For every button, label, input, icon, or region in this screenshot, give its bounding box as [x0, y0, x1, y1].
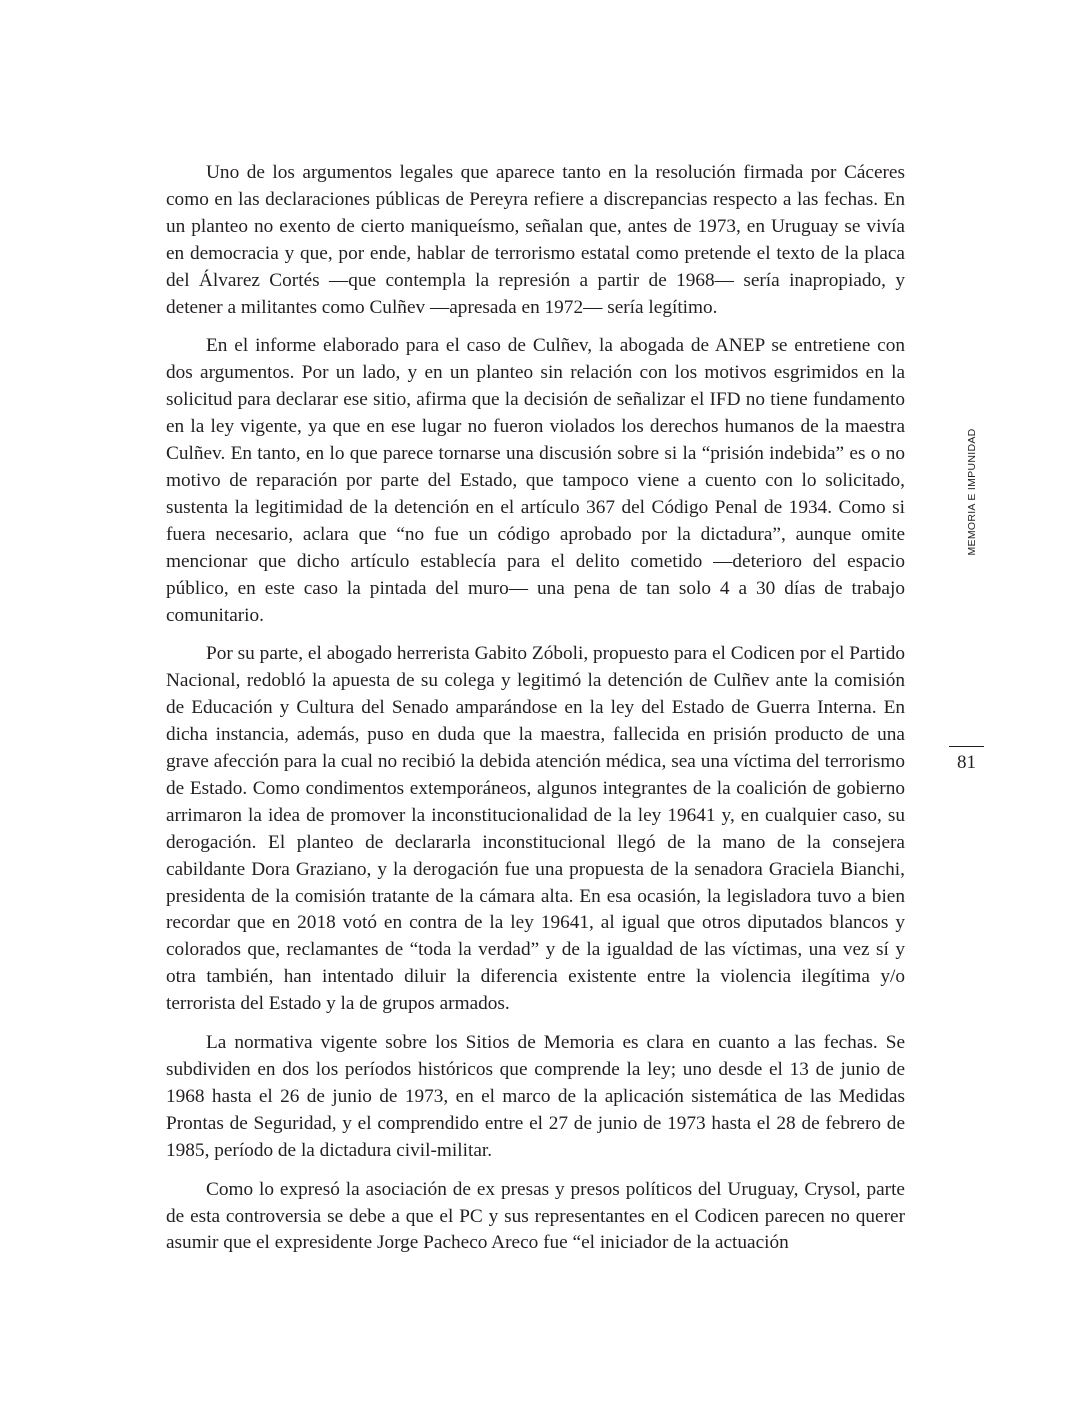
paragraph-5: Como lo expresó la asociación de ex presas y presos políticos del Uruguay, Crysol, parte de esta controversia se debe a que el PC y sus representantes en el Codicen parecen no querer asumir que el expresidente Jorge Pacheco Areco fue “el iniciador de la actuación	[166, 1178, 905, 1254]
running-header: MEMORIA E IMPUNIDAD	[966, 428, 978, 556]
page-number: 81	[957, 752, 976, 773]
body-text	[166, 160, 905, 1269]
paragraph-1: Uno de los argumentos legales que aparece tanto en la resolución firmada por Cáceres como en las declaraciones públicas de Pereyra refiere a discrepancias respecto a las fechas. En un planteo no exento de cierto maniqueísmo, señalan que, antes de 1973, en Uruguay se vivía en democracia y que, por ende, hablar de terrorismo estatal como pretende el texto de la placa del Álvarez Cortés —que contempla la represión a partir de 1968— sería inapropiado, y detener a militantes como Culñev —apresada en 1972— sería legítimo.	[166, 162, 905, 318]
page-number-rule	[949, 746, 984, 747]
paragraph-4: La normativa vigente sobre los Sitios de Memoria es clara en cuanto a las fechas. Se subdividen en dos los períodos históricos que comprende la ley; uno desde el 13 de junio de 1968 hasta el 26 de junio de 1973, en el marco de la aplicación sistemática de las Medidas Prontas de Seguridad, y el comprendido entre el 27 de junio de 1973 hasta el 28 de febrero de 1985, período de la dictadura civil-militar.	[166, 1032, 905, 1161]
paragraph-2: En el informe elaborado para el caso de Culñev, la abogada de ANEP se entretiene con dos argumentos. Por un lado, y en un planteo sin relación con los motivos esgrimidos en la solicitud para declarar ese sitio, afirma que la decisión de señalizar el IFD no tiene fundamento en la ley vigente, ya que en ese lugar no fueron violados los derechos humanos de la maestra Culñev. En tanto, en lo que parece tornarse una discusión sobre si la “prisión indebida” es o no motivo de reparación por parte del Estado, que tampoco viene a cuento con lo solicitado, sustenta la legitimidad de la detención en el artículo 367 del Código Penal de 1934. Como si fuera necesario, aclara que “no fue un código aprobado por la dictadura”, aunque omite mencionar que dicho artículo establecía para el delito cometido —deterioro del espacio público, en este caso la pintada del muro— una pena de tan solo 4 a 30 días de trabajo comunitario.	[166, 335, 905, 626]
paragraph-3: Por su parte, el abogado herrerista Gabito Zóboli, propuesto para el Codicen por el Partido Nacional, redobló la apuesta de su colega y legitimó la detención de Culñev ante la comisión de Educación y Cultura del Senado amparándose en la ley del Estado de Guerra Interna. En dicha instancia, además, puso en duda que la maestra, fallecida en prisión producto de una grave afección para la cual no recibió la debida atención médica, sea una víctima del terrorismo de Estado. Como condimentos extemporáneos, algunos integrantes de la coalición de gobierno arrimaron la idea de promover la inconstitucionalidad de la ley 19641 y, en cualquier caso, su derogación. El planteo de declararla inconstitucional llegó de la mano de la consejera cabildante Dora Graziano, y la derogación fue una propuesta de la senadora Graciela Bianchi, presidenta de la comisión tratante de la cámara alta. En esa ocasión, la legisladora tuvo a bien recordar que en 2018 votó en contra de la ley 19641, al igual que otros diputados blancos y colorados que, reclamantes de “toda la verdad” y de la igualdad de las víctimas, una vez sí y otra también, han intentado diluir la diferencia existente entre la violencia ilegítima y/o terrorista del Estado y la de grupos armados.	[166, 643, 905, 1015]
